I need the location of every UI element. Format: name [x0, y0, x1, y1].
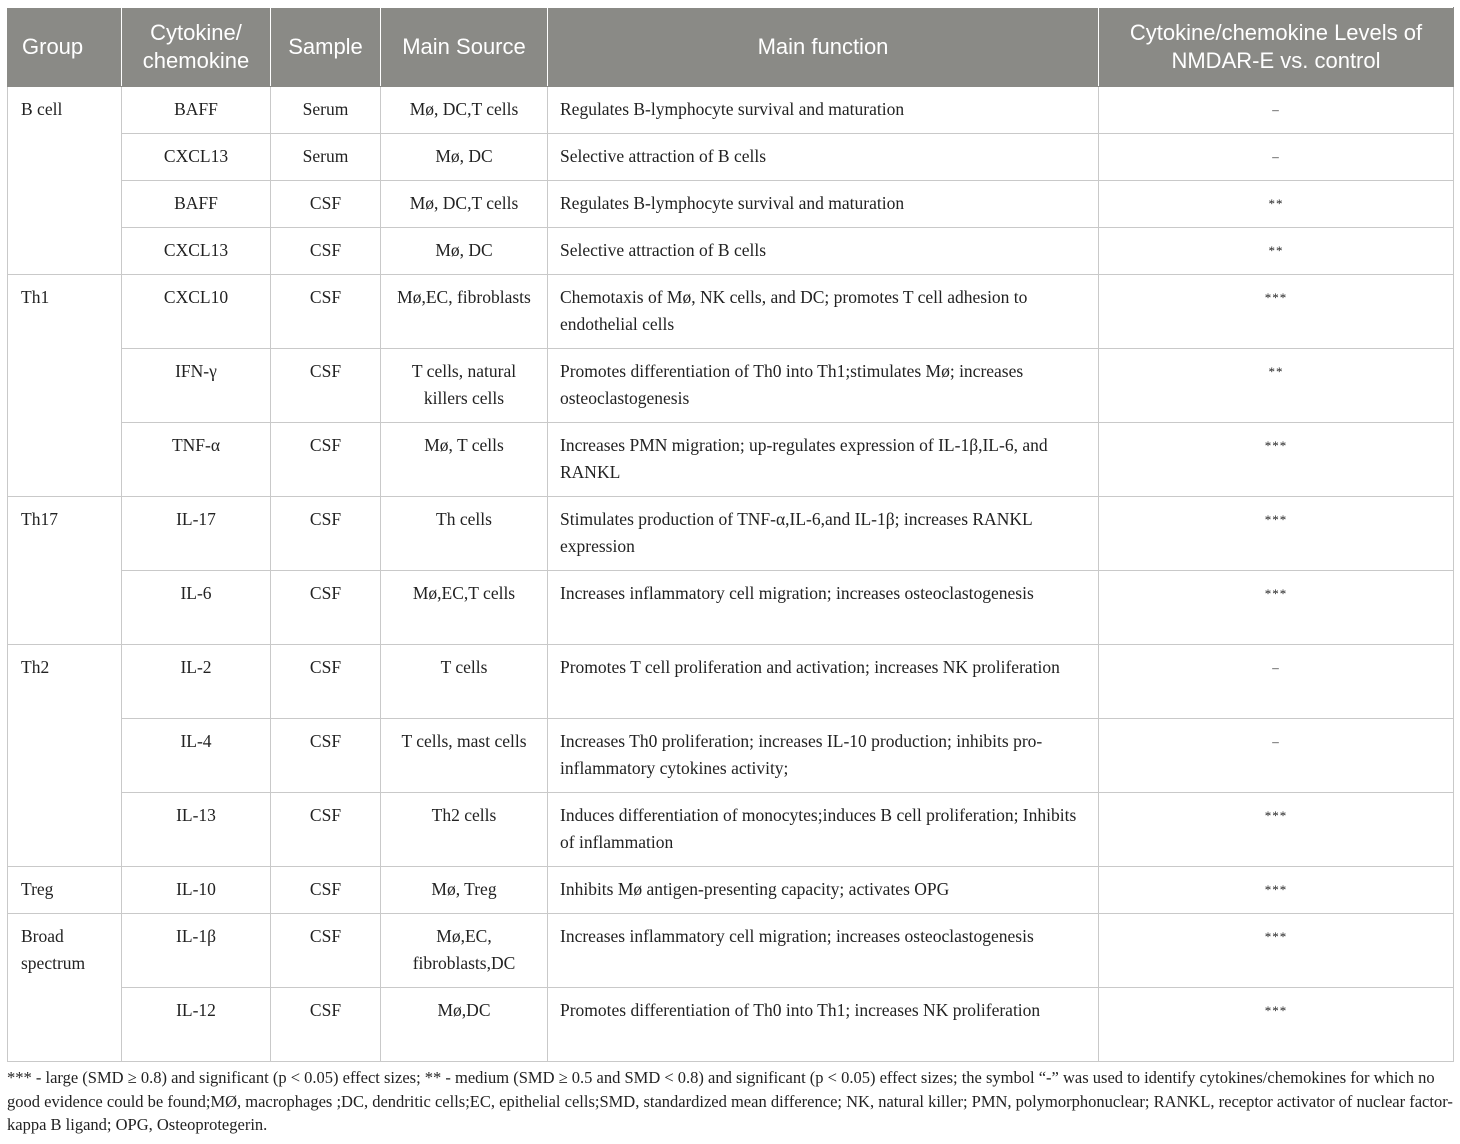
sample-cell: CSF [271, 181, 381, 228]
level-cell: *** [1099, 793, 1454, 867]
source-cell: Mø,EC, fibroblasts [381, 275, 548, 349]
sample-cell: CSF [271, 228, 381, 275]
level-cell: ** [1099, 349, 1454, 423]
table-row [8, 228, 1454, 275]
sample-cell: CSF [271, 914, 381, 988]
source-cell: T cells, natural killers cells [381, 349, 548, 423]
sample-cell: Serum [271, 87, 381, 134]
header-source: Main Source [381, 8, 548, 87]
table-row [8, 645, 1454, 719]
table-row [8, 793, 1454, 867]
sample-cell: Serum [271, 134, 381, 181]
level-cell: – [1099, 719, 1454, 793]
cytokine-cell: CXCL13 [122, 228, 271, 275]
table-row [8, 87, 1454, 134]
source-cell: Mø,EC, fibroblasts,DC [381, 914, 548, 988]
level-cell: *** [1099, 497, 1454, 571]
sample-cell: CSF [271, 793, 381, 867]
function-cell: Regulates B-lymphocyte survival and maturation [548, 181, 1099, 228]
cytokine-cell: IL-10 [122, 867, 271, 914]
group-cell: Th2 [8, 645, 122, 867]
function-cell: Promotes differentiation of Th0 into Th1; increases NK proliferation [548, 988, 1099, 1062]
cytokine-cell: IL-6 [122, 571, 271, 645]
function-cell: Promotes T cell proliferation and activation; increases NK proliferation [548, 645, 1099, 719]
source-cell: Mø, DC [381, 228, 548, 275]
group-cell: Th17 [8, 497, 122, 645]
header-levels [1099, 8, 1454, 87]
level-cell: *** [1099, 423, 1454, 497]
group-cell: Th1 [8, 275, 122, 497]
cytokine-cell: IL-4 [122, 719, 271, 793]
table-row [8, 134, 1454, 181]
header-group: Group [8, 8, 122, 87]
source-cell: Th cells [381, 497, 548, 571]
source-cell: Mø, DC,T cells [381, 87, 548, 134]
group-cell: Broad spectrum [8, 914, 122, 1062]
function-cell: Increases inflammatory cell migration; increases osteoclastogenesis [548, 914, 1099, 988]
table-row [8, 497, 1454, 571]
sample-cell: CSF [271, 988, 381, 1062]
sample-cell: CSF [271, 571, 381, 645]
function-cell: Inhibits Mø antigen-presenting capacity; activates OPG [548, 867, 1099, 914]
cytokine-cell: TNF-α [122, 423, 271, 497]
sample-cell: CSF [271, 497, 381, 571]
table-footnote: *** - large (SMD ≥ 0.8) and significant (p < 0.05) effect sizes; ** - medium (SMD ≥ 0.5 and SMD < 0.8) and significant (p < 0.05) effect sizes; the symbol “-” was used to identify cytokines/chemokines for which no good evidence could be found;MØ, macrophages ;DC, dendritic cells;EC, epithelial cells;SMD, standardized mean difference; NK, natural killer; PMN, polymorphonuclear; RANKL, receptor activator of nuclear factor-kappa B ligand; OPG, Osteoprotegerin. [7, 1068, 1453, 1134]
function-cell: Increases Th0 proliferation; increases IL-10 production; inhibits pro-inflammatory cytokines activity; [548, 719, 1099, 793]
cytokine-cell: IFN-γ [122, 349, 271, 423]
header-cytokine [122, 8, 271, 87]
table-row [8, 571, 1454, 645]
header-sample: Sample [271, 8, 381, 87]
source-cell: Mø,EC,T cells [381, 571, 548, 645]
source-cell: T cells [381, 645, 548, 719]
source-cell: Mø,DC [381, 988, 548, 1062]
table-row [8, 988, 1454, 1062]
source-cell: T cells, mast cells [381, 719, 548, 793]
sample-cell: CSF [271, 719, 381, 793]
table-row [8, 423, 1454, 497]
function-cell: Selective attraction of B cells [548, 134, 1099, 181]
group-cell: B cell [8, 87, 122, 275]
function-cell: Induces differentiation of monocytes;induces B cell proliferation; Inhibits of inflammation [548, 793, 1099, 867]
level-cell: *** [1099, 867, 1454, 914]
function-cell: Increases PMN migration; up-regulates expression of IL-1β,IL-6, and RANKL [548, 423, 1099, 497]
cytokine-cell: IL-17 [122, 497, 271, 571]
level-cell: *** [1099, 914, 1454, 988]
header-cytokine-line1: Cytokine/ [150, 20, 242, 45]
function-cell: Stimulates production of TNF-α,IL-6,and IL-1β; increases RANKL expression [548, 497, 1099, 571]
level-cell: – [1099, 645, 1454, 719]
function-cell: Regulates B-lymphocyte survival and maturation [548, 87, 1099, 134]
sample-cell: CSF [271, 275, 381, 349]
cytokine-cell: IL-1β [122, 914, 271, 988]
header-levels-line2: NMDAR-E vs. control [1171, 48, 1381, 73]
level-cell: – [1099, 134, 1454, 181]
level-cell: ** [1099, 181, 1454, 228]
source-cell: Mø, DC,T cells [381, 181, 548, 228]
table-row [8, 349, 1454, 423]
source-cell: Mø, DC [381, 134, 548, 181]
table-row [8, 867, 1454, 914]
table-row [8, 914, 1454, 988]
cytokine-table [7, 7, 1454, 1062]
source-cell: Mø, Treg [381, 867, 548, 914]
level-cell: *** [1099, 988, 1454, 1062]
cytokine-cell: BAFF [122, 181, 271, 228]
cytokine-cell: IL-2 [122, 645, 271, 719]
group-cell: Treg [8, 867, 122, 914]
function-cell: Promotes differentiation of Th0 into Th1;stimulates Mø; increases osteoclastogenesis [548, 349, 1099, 423]
table-row [8, 275, 1454, 349]
sample-cell: CSF [271, 867, 381, 914]
header-row [8, 8, 1454, 87]
function-cell: Selective attraction of B cells [548, 228, 1099, 275]
cytokine-cell: CXCL10 [122, 275, 271, 349]
source-cell: Mø, T cells [381, 423, 548, 497]
header-levels-line1: Cytokine/chemokine Levels of [1129, 20, 1423, 45]
cytokine-cell: IL-12 [122, 988, 271, 1062]
sample-cell: CSF [271, 423, 381, 497]
function-cell: Increases inflammatory cell migration; increases osteoclastogenesis [548, 571, 1099, 645]
sample-cell: CSF [271, 645, 381, 719]
level-cell: *** [1099, 571, 1454, 645]
cytokine-cell: IL-13 [122, 793, 271, 867]
table-row [8, 719, 1454, 793]
cytokine-cell: BAFF [122, 87, 271, 134]
source-cell: Th2 cells [381, 793, 548, 867]
level-cell: ** [1099, 228, 1454, 275]
level-cell: – [1099, 87, 1454, 134]
level-cell: *** [1099, 275, 1454, 349]
header-cytokine-line2: chemokine [142, 48, 250, 73]
header-function: Main function [548, 8, 1099, 87]
function-cell: Chemotaxis of Mø, NK cells, and DC; promotes T cell adhesion to endothelial cells [548, 275, 1099, 349]
cytokine-table-container [7, 7, 1453, 1062]
cytokine-cell: CXCL13 [122, 134, 271, 181]
table-row [8, 181, 1454, 228]
sample-cell: CSF [271, 349, 381, 423]
